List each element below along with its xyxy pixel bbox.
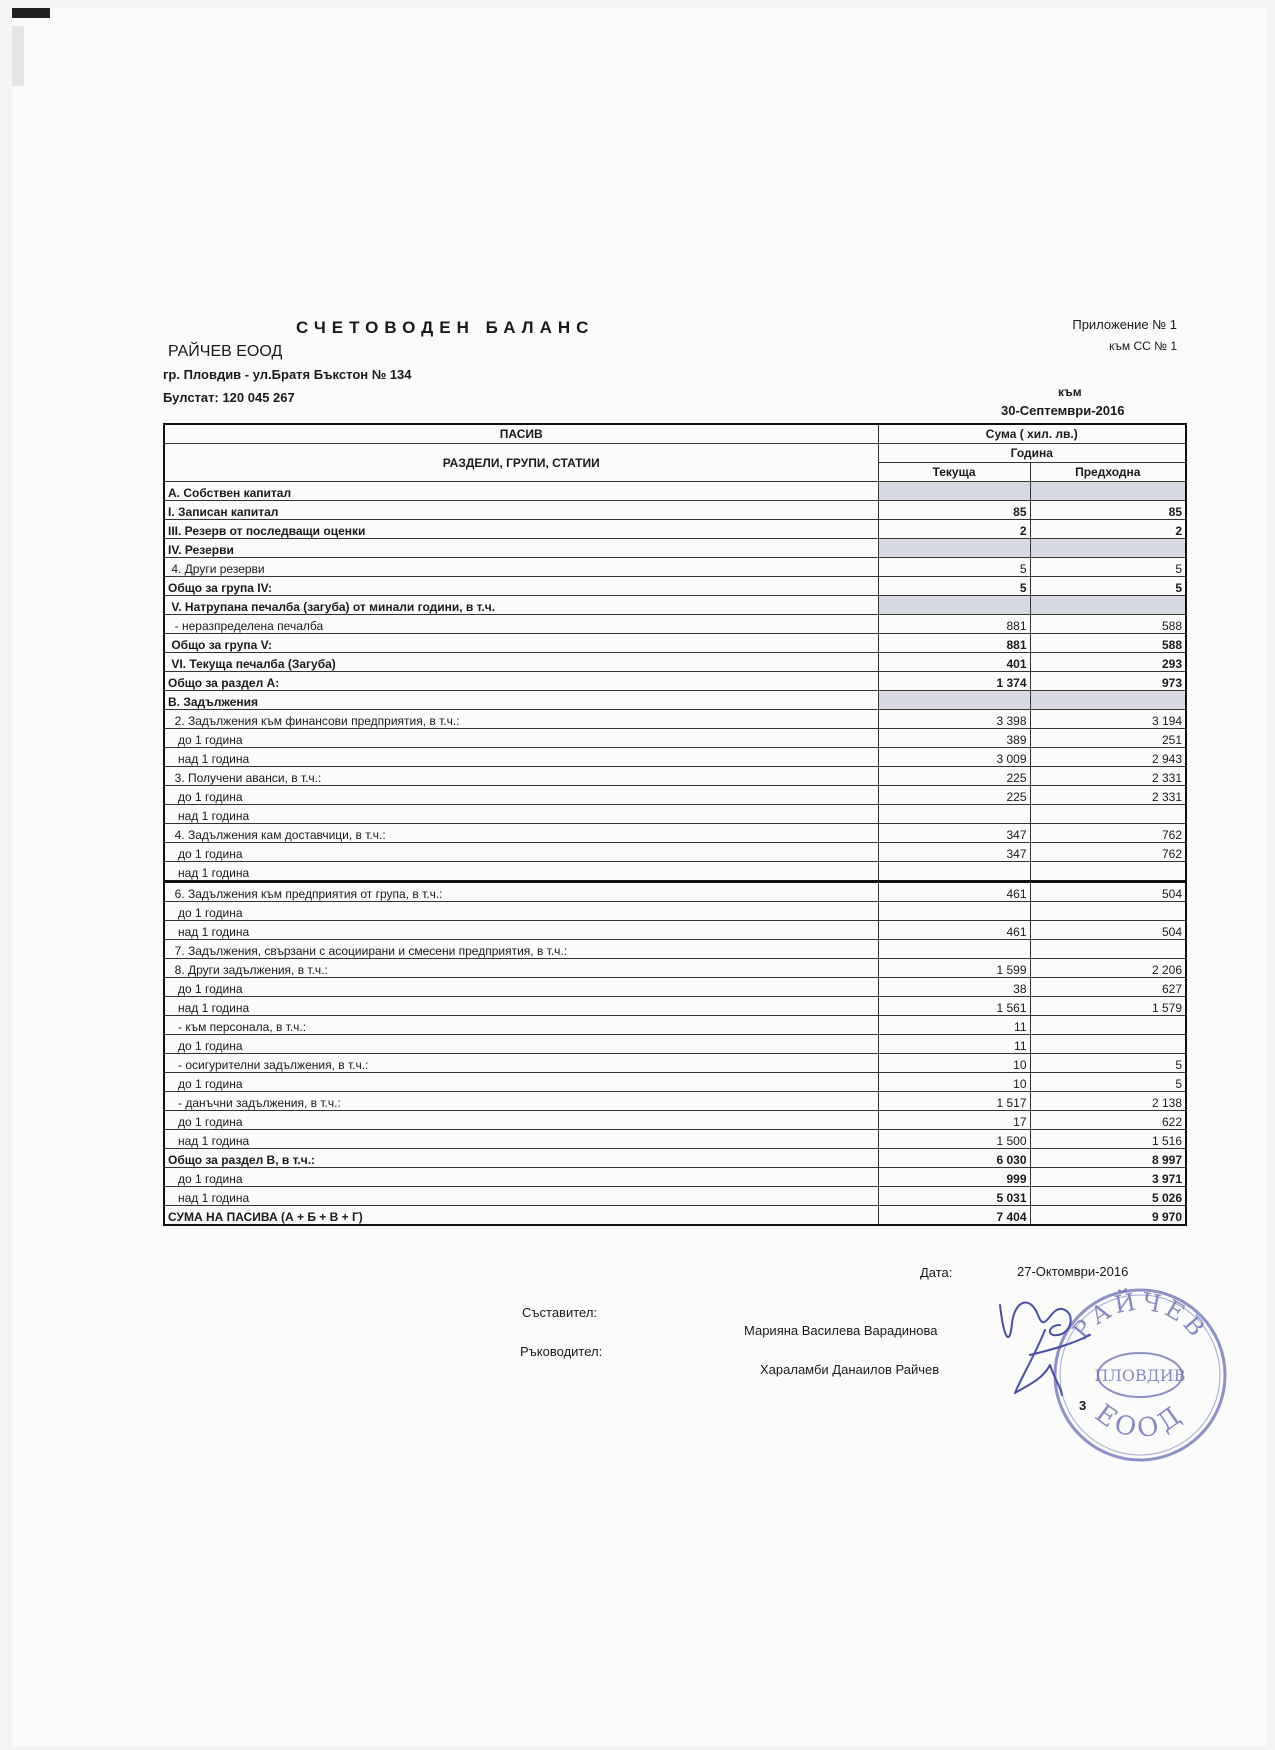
row-label: над 1 година — [164, 862, 878, 882]
table-row — [164, 843, 1186, 862]
table-row — [164, 1187, 1186, 1206]
row-current-value: 5 031 — [878, 1187, 1030, 1206]
row-current-value: 461 — [878, 921, 1030, 940]
table-row — [164, 1130, 1186, 1149]
row-label: до 1 година — [164, 1111, 878, 1130]
table-row — [164, 1035, 1186, 1054]
row-current-value: 6 030 — [878, 1149, 1030, 1168]
row-label: над 1 година — [164, 1187, 878, 1206]
company-bulstat: Булстат: 120 045 267 — [163, 390, 295, 405]
table-row — [164, 805, 1186, 824]
stamp-top-text: РАЙЧЕВ — [1067, 1287, 1213, 1345]
table-row — [164, 653, 1186, 672]
row-label: над 1 година — [164, 1130, 878, 1149]
row-previous-value: 2 138 — [1030, 1092, 1186, 1111]
row-current-value: 1 374 — [878, 672, 1030, 691]
row-current-value: 225 — [878, 786, 1030, 805]
row-current-value: 10 — [878, 1054, 1030, 1073]
as-of-date: 30-Септември-2016 — [1001, 403, 1125, 418]
row-previous-value: 5 026 — [1030, 1187, 1186, 1206]
row-label: Общо за раздел А: — [164, 672, 878, 691]
table-row — [164, 520, 1186, 539]
row-label: 3. Получени аванси, в т.ч.: — [164, 767, 878, 786]
table-row — [164, 710, 1186, 729]
row-label: А. Собствен капитал — [164, 482, 878, 501]
row-current-value: 11 — [878, 1035, 1030, 1054]
compiler-label: Съставител: — [522, 1305, 598, 1320]
stamp-center-text: ПЛОВДИВ — [1094, 1366, 1186, 1385]
row-previous-value: 622 — [1030, 1111, 1186, 1130]
row-previous-value: 1 516 — [1030, 1130, 1186, 1149]
row-label: 8. Други задължения, в т.ч.: — [164, 959, 878, 978]
manager-label: Ръководител: — [520, 1344, 603, 1359]
row-current-value — [878, 539, 1030, 558]
stamp-bottom-text: ЕООД — [1089, 1398, 1191, 1445]
table-row — [164, 1168, 1186, 1187]
row-label: до 1 година — [164, 902, 878, 921]
row-label: Общо за група IV: — [164, 577, 878, 596]
row-previous-value: 5 — [1030, 1073, 1186, 1092]
balance-table — [163, 423, 1187, 1226]
row-previous-value — [1030, 482, 1186, 501]
row-previous-value: 2 331 — [1030, 767, 1186, 786]
table-row — [164, 1073, 1186, 1092]
row-label: до 1 година — [164, 843, 878, 862]
table-row — [164, 824, 1186, 843]
table-row — [164, 1149, 1186, 1168]
row-label: СУМА НА ПАСИВА (А + Б + В + Г) — [164, 1206, 878, 1226]
row-label: до 1 година — [164, 1073, 878, 1092]
table-row — [164, 1111, 1186, 1130]
table-row — [164, 482, 1186, 501]
row-current-value: 11 — [878, 1016, 1030, 1035]
row-previous-value: 588 — [1030, 634, 1186, 653]
row-previous-value: 5 — [1030, 558, 1186, 577]
row-label: до 1 година — [164, 729, 878, 748]
row-label: Общо за раздел В, в т.ч.: — [164, 1149, 878, 1168]
table-row — [164, 596, 1186, 615]
table-row — [164, 672, 1186, 691]
row-current-value — [878, 691, 1030, 710]
row-previous-value: 1 579 — [1030, 997, 1186, 1016]
row-label: - неразпределена печалба — [164, 615, 878, 634]
row-previous-value: 504 — [1030, 882, 1186, 902]
groups-header: РАЗДЕЛИ, ГРУПИ, СТАТИИ — [164, 444, 878, 482]
table-row — [164, 539, 1186, 558]
row-previous-value: 762 — [1030, 824, 1186, 843]
row-current-value: 999 — [878, 1168, 1030, 1187]
row-label: - данъчни задължения, в т.ч.: — [164, 1092, 878, 1111]
table-row — [164, 940, 1186, 959]
to-cc-label: към СС № 1 — [1109, 339, 1177, 353]
row-previous-value — [1030, 805, 1186, 824]
row-label: VI. Текуща печалба (Загуба) — [164, 653, 878, 672]
compiler-name: Марияна Василева Варадинова — [744, 1323, 938, 1338]
row-previous-value: 85 — [1030, 501, 1186, 520]
row-current-value — [878, 596, 1030, 615]
table-row — [164, 902, 1186, 921]
row-previous-value: 762 — [1030, 843, 1186, 862]
row-current-value: 85 — [878, 501, 1030, 520]
current-year-header: Текуща — [878, 463, 1030, 482]
row-label: - към персонала, в т.ч.: — [164, 1016, 878, 1035]
table-row — [164, 1206, 1186, 1226]
row-label: над 1 година — [164, 748, 878, 767]
row-previous-value: 588 — [1030, 615, 1186, 634]
company-name: РАЙЧЕВ ЕООД — [168, 343, 283, 360]
table-row — [164, 921, 1186, 940]
section-header: ПАСИВ — [164, 424, 878, 444]
signature — [990, 1285, 1100, 1405]
row-current-value: 347 — [878, 824, 1030, 843]
table-row — [164, 1054, 1186, 1073]
balance-rows — [164, 482, 1186, 1226]
row-label: до 1 година — [164, 1035, 878, 1054]
row-label: В. Задължения — [164, 691, 878, 710]
row-label: Общо за група V: — [164, 634, 878, 653]
row-label: III. Резерв от последващи оценки — [164, 520, 878, 539]
table-row — [164, 577, 1186, 596]
table-row — [164, 997, 1186, 1016]
row-previous-value — [1030, 691, 1186, 710]
row-previous-value — [1030, 596, 1186, 615]
document-title: СЧЕТОВОДЕН БАЛАНС — [296, 318, 595, 337]
row-current-value: 5 — [878, 558, 1030, 577]
row-current-value: 389 — [878, 729, 1030, 748]
row-label: 2. Задължения към финансови предприятия, в т.ч.: — [164, 710, 878, 729]
row-previous-value: 627 — [1030, 978, 1186, 997]
row-current-value: 347 — [878, 843, 1030, 862]
row-previous-value: 9 970 — [1030, 1206, 1186, 1226]
row-current-value: 1 500 — [878, 1130, 1030, 1149]
row-label: до 1 година — [164, 1168, 878, 1187]
row-label: IV. Резерви — [164, 539, 878, 558]
table-row — [164, 748, 1186, 767]
row-previous-value: 2 206 — [1030, 959, 1186, 978]
row-current-value — [878, 902, 1030, 921]
row-current-value: 7 404 — [878, 1206, 1030, 1226]
row-current-value — [878, 940, 1030, 959]
row-previous-value: 973 — [1030, 672, 1186, 691]
row-label: I. Записан капитал — [164, 501, 878, 520]
row-current-value: 881 — [878, 634, 1030, 653]
row-previous-value — [1030, 1016, 1186, 1035]
row-previous-value — [1030, 862, 1186, 882]
table-row — [164, 978, 1186, 997]
row-previous-value: 5 — [1030, 1054, 1186, 1073]
appendix-label: Приложение № 1 — [1072, 317, 1177, 332]
row-current-value: 2 — [878, 520, 1030, 539]
table-row — [164, 786, 1186, 805]
table-row — [164, 767, 1186, 786]
table-row — [164, 862, 1186, 882]
row-previous-value — [1030, 1035, 1186, 1054]
row-current-value — [878, 862, 1030, 882]
manager-name: Хараламби Данаилов Райчев — [760, 1362, 940, 1377]
row-previous-value: 3 971 — [1030, 1168, 1186, 1187]
row-label: до 1 година — [164, 978, 878, 997]
row-current-value: 1 561 — [878, 997, 1030, 1016]
table-row — [164, 691, 1186, 710]
row-current-value: 1 517 — [878, 1092, 1030, 1111]
row-label: 4. Други резерви — [164, 558, 878, 577]
year-header: Година — [878, 444, 1186, 463]
row-current-value: 5 — [878, 577, 1030, 596]
sum-header: Сума ( хил. лв.) — [878, 424, 1186, 444]
row-current-value: 38 — [878, 978, 1030, 997]
row-current-value: 1 599 — [878, 959, 1030, 978]
row-previous-value: 251 — [1030, 729, 1186, 748]
row-current-value: 10 — [878, 1073, 1030, 1092]
row-current-value: 461 — [878, 882, 1030, 902]
row-previous-value: 2 — [1030, 520, 1186, 539]
row-label: 4. Задължения кам доставчици, в т.ч.: — [164, 824, 878, 843]
table-row — [164, 959, 1186, 978]
row-previous-value — [1030, 902, 1186, 921]
as-of-label: към — [1058, 385, 1082, 399]
table-row — [164, 634, 1186, 653]
row-label: над 1 година — [164, 805, 878, 824]
date-value: 27-Октомври-2016 — [1017, 1264, 1129, 1279]
table-row — [164, 1092, 1186, 1111]
table-row — [164, 558, 1186, 577]
row-current-value: 3 009 — [878, 748, 1030, 767]
row-label: над 1 година — [164, 921, 878, 940]
row-current-value: 3 398 — [878, 710, 1030, 729]
row-current-value: 401 — [878, 653, 1030, 672]
row-label: 7. Задължения, свързани с асоциирани и смесени предприятия, в т.ч.: — [164, 940, 878, 959]
row-previous-value: 504 — [1030, 921, 1186, 940]
row-current-value: 17 — [878, 1111, 1030, 1130]
row-previous-value: 2 331 — [1030, 786, 1186, 805]
row-label: до 1 година — [164, 786, 878, 805]
row-previous-value: 8 997 — [1030, 1149, 1186, 1168]
row-label: 6. Задължения към предприятия от група, в т.ч.: — [164, 882, 878, 902]
row-previous-value — [1030, 940, 1186, 959]
table-row — [164, 729, 1186, 748]
table-row — [164, 1016, 1186, 1035]
row-current-value — [878, 482, 1030, 501]
previous-year-header: Предходна — [1030, 463, 1186, 482]
row-previous-value: 2 943 — [1030, 748, 1186, 767]
scan-edge-mark — [12, 8, 50, 18]
row-current-value — [878, 805, 1030, 824]
row-current-value: 881 — [878, 615, 1030, 634]
table-row — [164, 882, 1186, 902]
row-label: над 1 година — [164, 997, 878, 1016]
table-row — [164, 615, 1186, 634]
date-label: Дата: — [920, 1265, 953, 1280]
row-previous-value: 293 — [1030, 653, 1186, 672]
scan-edge-strip — [12, 26, 24, 86]
table-row — [164, 501, 1186, 520]
row-previous-value — [1030, 539, 1186, 558]
row-previous-value: 3 194 — [1030, 710, 1186, 729]
row-current-value: 225 — [878, 767, 1030, 786]
page-number: 3 — [1079, 1398, 1087, 1413]
row-label: V. Натрупана печалба (загуба) от минали години, в т.ч. — [164, 596, 878, 615]
row-previous-value: 5 — [1030, 577, 1186, 596]
row-label: - осигурителни задължения, в т.ч.: — [164, 1054, 878, 1073]
company-address: гр. Пловдив - ул.Братя Бъкстон № 134 — [163, 367, 412, 382]
svg-text:ЕООД — [1089, 1399, 1190, 1445]
